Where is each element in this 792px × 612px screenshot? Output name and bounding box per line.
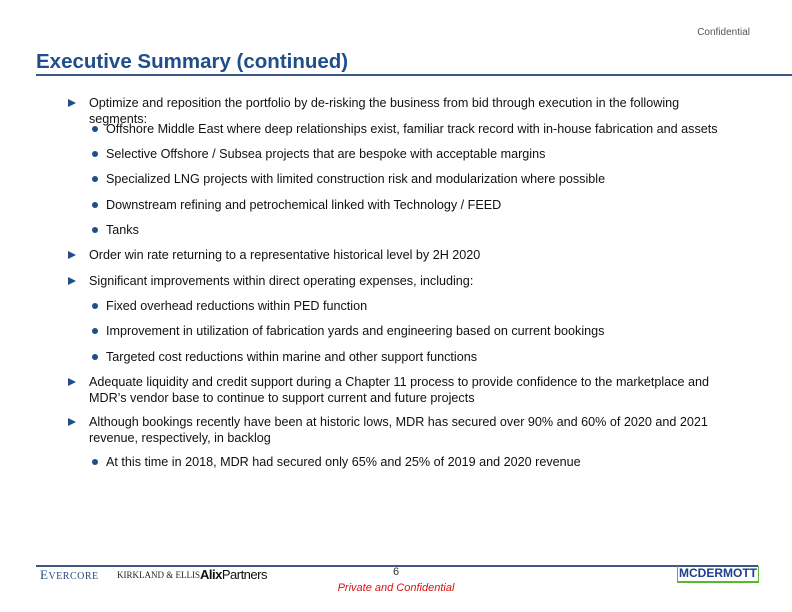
sub-bullet-item xyxy=(106,197,736,213)
dot-bullet-icon xyxy=(92,126,98,132)
bullet-text: Improvement in utilization of fabrication yards and engineering based on current bookings xyxy=(106,324,605,338)
sub-bullet-item xyxy=(106,454,736,470)
mcdermott-logo: MCDERMOTT xyxy=(677,566,759,583)
title-divider xyxy=(36,74,792,76)
sub-bullet-item xyxy=(106,222,736,238)
dot-bullet-icon xyxy=(92,303,98,309)
bullet-text: Selective Offshore / Subsea projects that are bespoke with acceptable margins xyxy=(106,147,546,161)
bullet-text: Targeted cost reductions within marine and other support functions xyxy=(106,350,478,364)
sub-bullet-item xyxy=(106,171,736,187)
bullet-text: Tanks xyxy=(106,223,139,237)
bullet-item xyxy=(89,273,739,289)
bullet-item xyxy=(89,374,739,406)
bullet-text: Significant improvements within direct operating expenses, including: xyxy=(89,274,474,288)
dot-bullet-icon xyxy=(92,151,98,157)
alix-text: Alix xyxy=(200,567,222,582)
dot-bullet-icon xyxy=(92,176,98,182)
dot-bullet-icon xyxy=(92,459,98,465)
dot-bullet-icon xyxy=(92,202,98,208)
bullet-item xyxy=(89,414,739,446)
kirkland-ellis-logo: KIRKLAND & ELLIS xyxy=(117,570,200,580)
dot-bullet-icon xyxy=(92,354,98,360)
private-confidential-label: Private and Confidential xyxy=(337,582,455,594)
triangle-bullet-icon xyxy=(68,418,76,426)
triangle-bullet-icon xyxy=(68,99,76,107)
dot-bullet-icon xyxy=(92,328,98,334)
bullet-text: Although bookings recently have been at historic lows, MDR has secured over 90% and 60% of 2020 and 2021 revenue, respectively, in backlog xyxy=(89,415,708,445)
sub-bullet-item xyxy=(106,323,736,339)
bullet-text: Fixed overhead reductions within PED function xyxy=(106,299,368,313)
bullet-text: Adequate liquidity and credit support during a Chapter 11 process to provide confidence to the marketplace and MDR’s vendor base to continue to support current and future projects xyxy=(89,375,710,405)
bullet-text: Offshore Middle East where deep relationships exist, familiar track record with in-house fabrication and assets xyxy=(106,122,718,136)
sub-bullet-item xyxy=(106,298,736,314)
dot-bullet-icon xyxy=(92,227,98,233)
bullet-item xyxy=(89,247,739,263)
bullet-text: Optimize and reposition the portfolio by de-risking the business from bid through execution in the following segments: xyxy=(89,96,680,126)
alixpartners-logo xyxy=(200,567,267,582)
bullet-text: At this time in 2018, MDR had secured only 65% and 25% of 2019 and 2020 revenue xyxy=(106,455,581,469)
triangle-bullet-icon xyxy=(68,277,76,285)
page-number: 6 xyxy=(392,566,400,578)
bullet-text: Order win rate returning to a representative historical level by 2H 2020 xyxy=(89,248,481,262)
bullet-text: Specialized LNG projects with limited construction risk and modularization where possible xyxy=(106,172,606,186)
triangle-bullet-icon xyxy=(68,251,76,259)
bullet-text: Downstream refining and petrochemical linked with Technology / FEED xyxy=(106,198,502,212)
partners-text: Partners xyxy=(221,567,267,582)
confidential-label: Confidential xyxy=(697,27,750,38)
evercore-logo: EVERCORE xyxy=(40,567,99,582)
sub-bullet-item xyxy=(106,121,736,137)
sub-bullet-item xyxy=(106,349,736,365)
page-title: Executive Summary (continued) xyxy=(36,50,349,73)
triangle-bullet-icon xyxy=(68,378,76,386)
sub-bullet-item xyxy=(106,146,736,162)
